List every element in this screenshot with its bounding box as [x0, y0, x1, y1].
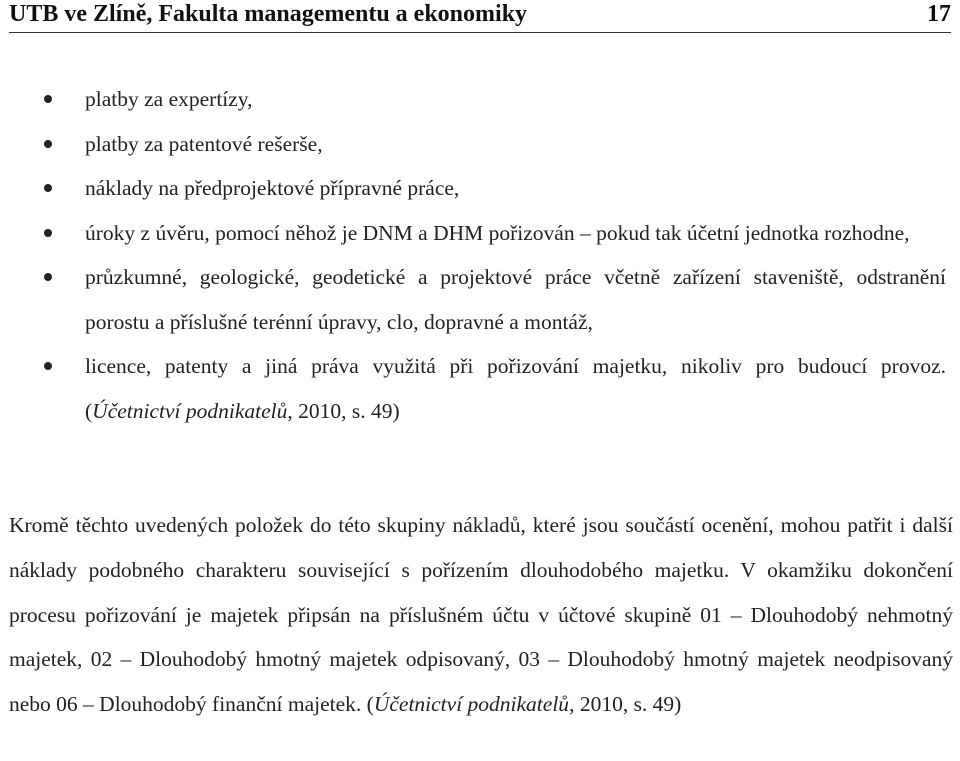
- list-item: [0, 122, 960, 167]
- bullet-icon: [44, 184, 52, 192]
- list-item-text: licence, patenty a jiná práva využitá při pořizování majetku, nikoliv pro budoucí provoz. (: [85, 354, 946, 423]
- bullet-icon: [44, 273, 52, 281]
- list-item: [0, 255, 960, 344]
- list-item-text: platby za expertízy,: [85, 87, 253, 111]
- list-item-text: náklady na předprojektové přípravné práce,: [85, 176, 460, 200]
- paragraph-text: Kromě těchto uvedených položek do této skupiny nákladů, které jsou součástí ocenění, mohou patřit i další náklady podobného charakteru související s pořízením dlouhodobého majetku. V okamžiku dokončení procesu pořizování je majetek připsán na příslušném účtu v účtové skupině 01 – Dlouhodobý nehmotný majetek, 02 – Dlouhodobý hmotný majetek odpisovaný, 03 – Dlouhodobý hmotný majetek neodpisovaný nebo 06 – Dlouhodobý finanční majetek. (: [9, 513, 953, 717]
- page-header: [9, 0, 951, 33]
- bullet-list: [0, 77, 960, 433]
- header-title: UTB ve Zlíně, Fakulta managementu a ekonomiky: [9, 1, 528, 27]
- citation-rest: , 2010, s. 49): [569, 692, 682, 717]
- bullet-icon: [44, 140, 52, 148]
- page-number: 17: [927, 1, 951, 27]
- list-item-text: platby za patentové rešerše,: [85, 131, 323, 156]
- list-item-text: průzkumné, geologické, geodetické a projektové práce včetně zařízení staveniště, odstranění porostu a příslušné terénní úpravy, clo, dopravné a montáž,: [85, 265, 946, 334]
- body-paragraph: [9, 503, 953, 727]
- citation-source: Účetnictví podnikatelů: [373, 692, 570, 717]
- list-item: [0, 344, 960, 433]
- list-item: [0, 166, 960, 211]
- list-item: [0, 211, 960, 256]
- bullet-icon: [44, 362, 52, 370]
- bullet-icon: [44, 95, 52, 103]
- list-item: [0, 77, 960, 122]
- list-item-text: úroky z úvěru, pomocí něhož je DNM a DHM pořizován – pokud tak účetní jednotka rozhodne,: [85, 220, 910, 245]
- bullet-icon: [44, 229, 52, 237]
- citation-rest: , 2010, s. 49): [287, 398, 400, 423]
- citation-source: Účetnictví podnikatelů: [92, 398, 288, 423]
